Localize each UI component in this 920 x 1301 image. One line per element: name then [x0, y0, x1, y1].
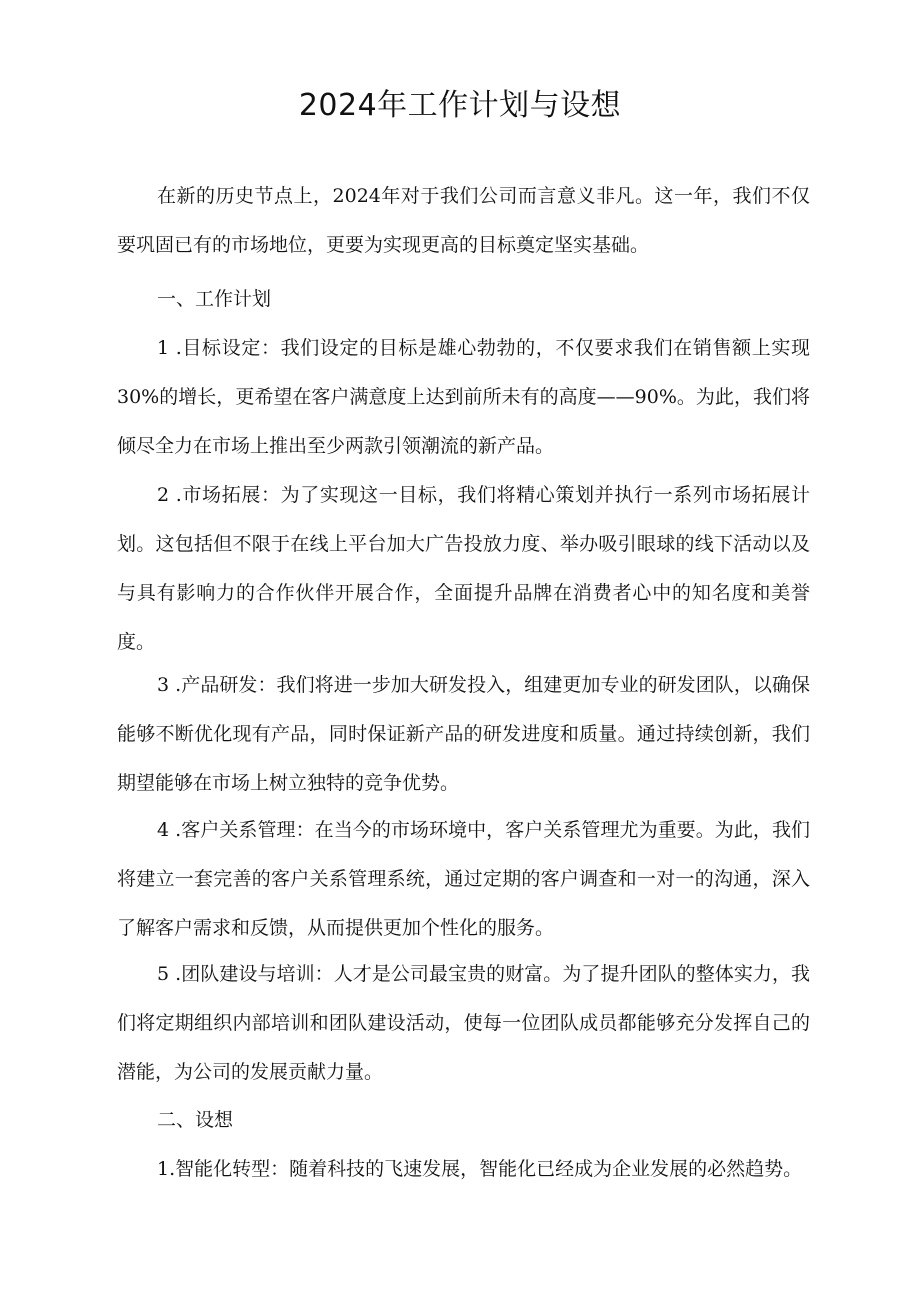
- plan-item-product-rnd: 3 .产品研发：我们将进一步加大研发投入，组建更加专业的研发团队，以确保能够不断优化现有产品，同时保证新产品的研发进度和质量。通过持续创新，我们期望能够在市场上树立独特的竞争优势。: [117, 674, 810, 794]
- plan-item-market-expansion: 2 .市场拓展：为了实现这一目标，我们将精心策划并执行一系列市场拓展计划。这包括但不限于在线上平台加大广告投放力度、举办吸引眼球的线下活动以及与具有影响力的合作伙伴开展合作，全面提升品牌在消费者心中的知名度和美誉度。: [117, 484, 810, 653]
- document-title: 2024年工作计划与设想: [298, 88, 622, 123]
- section-heading-work-plan: 一、工作计划: [157, 288, 272, 310]
- vision-item-smart-transformation: 1.智能化转型：随着科技的飞速发展，智能化已经成为企业发展的必然趋势。: [157, 1158, 803, 1180]
- plan-item-goal-setting: 1 .目标设定：我们设定的目标是雄心勃勃的，不仅要求我们在销售额上实现30%的增长，更希望在客户满意度上达到前所未有的高度——90%。为此，我们将倾尽全力在市场上推出至少两款引领潮流的新产品。: [117, 337, 810, 457]
- section-heading-vision: 二、设想: [157, 1109, 234, 1131]
- intro-paragraph: 在新的历史节点上，2024年对于我们公司而言意义非凡。这一年，我们不仅要巩固已有的市场地位，更要为实现更高的目标奠定坚实基础。: [117, 185, 810, 256]
- plan-item-crm: 4 .客户关系管理：在当今的市场环境中，客户关系管理尤为重要。为此，我们将建立一套完善的客户关系管理系统，通过定期的客户调查和一对一的沟通，深入了解客户需求和反馈，从而提供更加个性化的服务。: [117, 819, 810, 939]
- plan-item-team-building: 5 .团队建设与培训：人才是公司最宝贵的财富。为了提升团队的整体实力，我们将定期组织内部培训和团队建设活动，使每一位团队成员都能够充分发挥自己的潜能，为公司的发展贡献力量。: [117, 963, 810, 1083]
